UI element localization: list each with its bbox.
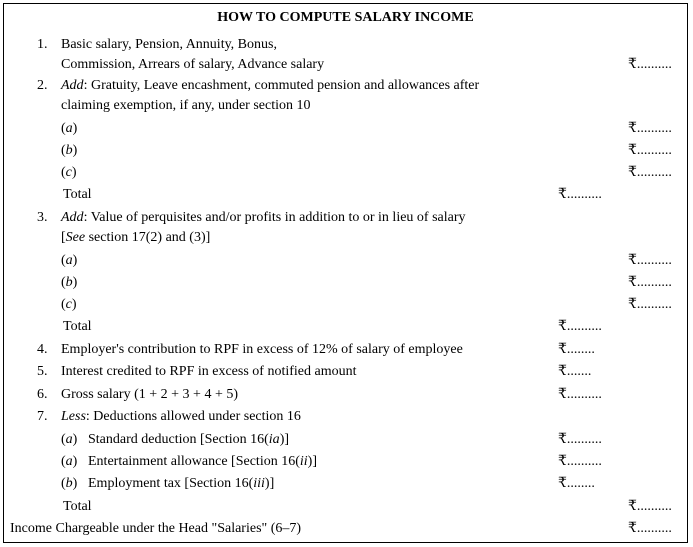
sub-label: (b) bbox=[61, 476, 78, 491]
item-3-line-1 bbox=[4, 207, 687, 229]
amount-field: ₹.......... bbox=[628, 121, 672, 136]
item-1-line-1 bbox=[4, 34, 687, 56]
deduction-text: Employment tax [Section 16(iii)] bbox=[88, 476, 275, 491]
item-number: 6. bbox=[37, 387, 48, 402]
item-text: Less: Deductions allowed under section 16 bbox=[61, 409, 301, 424]
total-label: Total bbox=[63, 187, 92, 202]
item-2-line-2 bbox=[4, 95, 687, 117]
sub-label: (c) bbox=[61, 165, 77, 180]
deductions-total bbox=[4, 496, 687, 518]
item-text: Employer's contribution to RPF in excess of 12% of salary of employee bbox=[61, 342, 463, 357]
sub-label: (b) bbox=[61, 275, 78, 290]
sub-label: (a) bbox=[61, 253, 78, 268]
add-label: Add bbox=[61, 78, 84, 93]
income-chargeable bbox=[4, 518, 687, 540]
deduction-text: Entertainment allowance [Section 16(ii)] bbox=[88, 454, 317, 469]
final-label: Income Chargeable under the Head "Salaries" (6–7) bbox=[10, 521, 302, 536]
item-3-line-2 bbox=[4, 227, 687, 249]
item-2-line-1 bbox=[4, 75, 687, 97]
item-text: Commission, Arrears of salary, Advance salary bbox=[61, 57, 325, 72]
item-number: 5. bbox=[37, 364, 48, 379]
item-3-sub-c bbox=[4, 294, 687, 316]
amount-field: ₹.......... bbox=[628, 499, 672, 514]
item-text: claiming exemption, if any, under section 10 bbox=[61, 98, 311, 113]
item-text: Basic salary, Pension, Annuity, Bonus, bbox=[61, 37, 277, 52]
item-text: Add: Gratuity, Leave encashment, commuted pension and allowances after bbox=[61, 78, 480, 93]
add-label: Add bbox=[61, 210, 84, 225]
sub-label: (a) bbox=[61, 121, 78, 136]
amount-field: ₹.......... bbox=[628, 275, 672, 290]
amount-field: ₹.......... bbox=[558, 432, 602, 447]
amount-field: ₹.......... bbox=[628, 521, 672, 536]
amount-field: ₹....... bbox=[558, 364, 592, 379]
item-6 bbox=[4, 384, 687, 406]
item-2-sub-b bbox=[4, 140, 687, 162]
item-2-sub-a bbox=[4, 118, 687, 140]
amount-field: ₹.......... bbox=[628, 143, 672, 158]
deduction-standard bbox=[4, 429, 687, 451]
item-3-sub-b bbox=[4, 272, 687, 294]
amount-field: ₹........ bbox=[558, 476, 595, 491]
amount-field: ₹.......... bbox=[628, 165, 672, 180]
total-label: Total bbox=[63, 499, 92, 514]
sub-label: (c) bbox=[61, 297, 77, 312]
item-number: 1. bbox=[37, 37, 48, 52]
amount-field: ₹.......... bbox=[628, 253, 672, 268]
amount-field: ₹.......... bbox=[558, 319, 602, 334]
amount-field: ₹.......... bbox=[558, 187, 602, 202]
deduction-employment-tax bbox=[4, 473, 687, 495]
amount-field: ₹.......... bbox=[558, 454, 602, 469]
item-text: Gross salary (1 + 2 + 3 + 4 + 5) bbox=[61, 387, 239, 402]
sub-label: (a) bbox=[61, 454, 78, 469]
deduction-text: Standard deduction [Section 16(ia)] bbox=[88, 432, 290, 447]
item-number: 4. bbox=[37, 342, 48, 357]
item-number: 3. bbox=[37, 210, 48, 225]
form-title: HOW TO COMPUTE SALARY INCOME bbox=[217, 10, 474, 25]
item-text: Interest credited to RPF in excess of notified amount bbox=[61, 364, 357, 379]
amount-field: ₹.......... bbox=[558, 387, 602, 402]
amount-field: ₹........ bbox=[558, 342, 595, 357]
item-5 bbox=[4, 361, 687, 383]
sub-label: (b) bbox=[61, 143, 78, 158]
sub-label: (a) bbox=[61, 432, 78, 447]
item-number: 2. bbox=[37, 78, 48, 93]
item-number: 7. bbox=[37, 409, 48, 424]
item-1-line-2 bbox=[4, 54, 687, 76]
amount-field: ₹.......... bbox=[628, 57, 672, 72]
item-2-total bbox=[4, 184, 687, 206]
item-4 bbox=[4, 339, 687, 361]
item-7 bbox=[4, 406, 687, 428]
item-3-sub-a bbox=[4, 250, 687, 272]
amount-field: ₹.......... bbox=[628, 297, 672, 312]
item-text: Add: Value of perquisites and/or profits in addition to or in lieu of salary bbox=[61, 210, 466, 225]
item-text: [See section 17(2) and (3)] bbox=[61, 230, 211, 245]
item-3-total bbox=[4, 316, 687, 338]
salary-computation-form bbox=[3, 3, 688, 543]
deduction-entertainment bbox=[4, 451, 687, 473]
less-label: Less bbox=[61, 409, 86, 424]
total-label: Total bbox=[63, 319, 92, 334]
item-2-sub-c bbox=[4, 162, 687, 184]
